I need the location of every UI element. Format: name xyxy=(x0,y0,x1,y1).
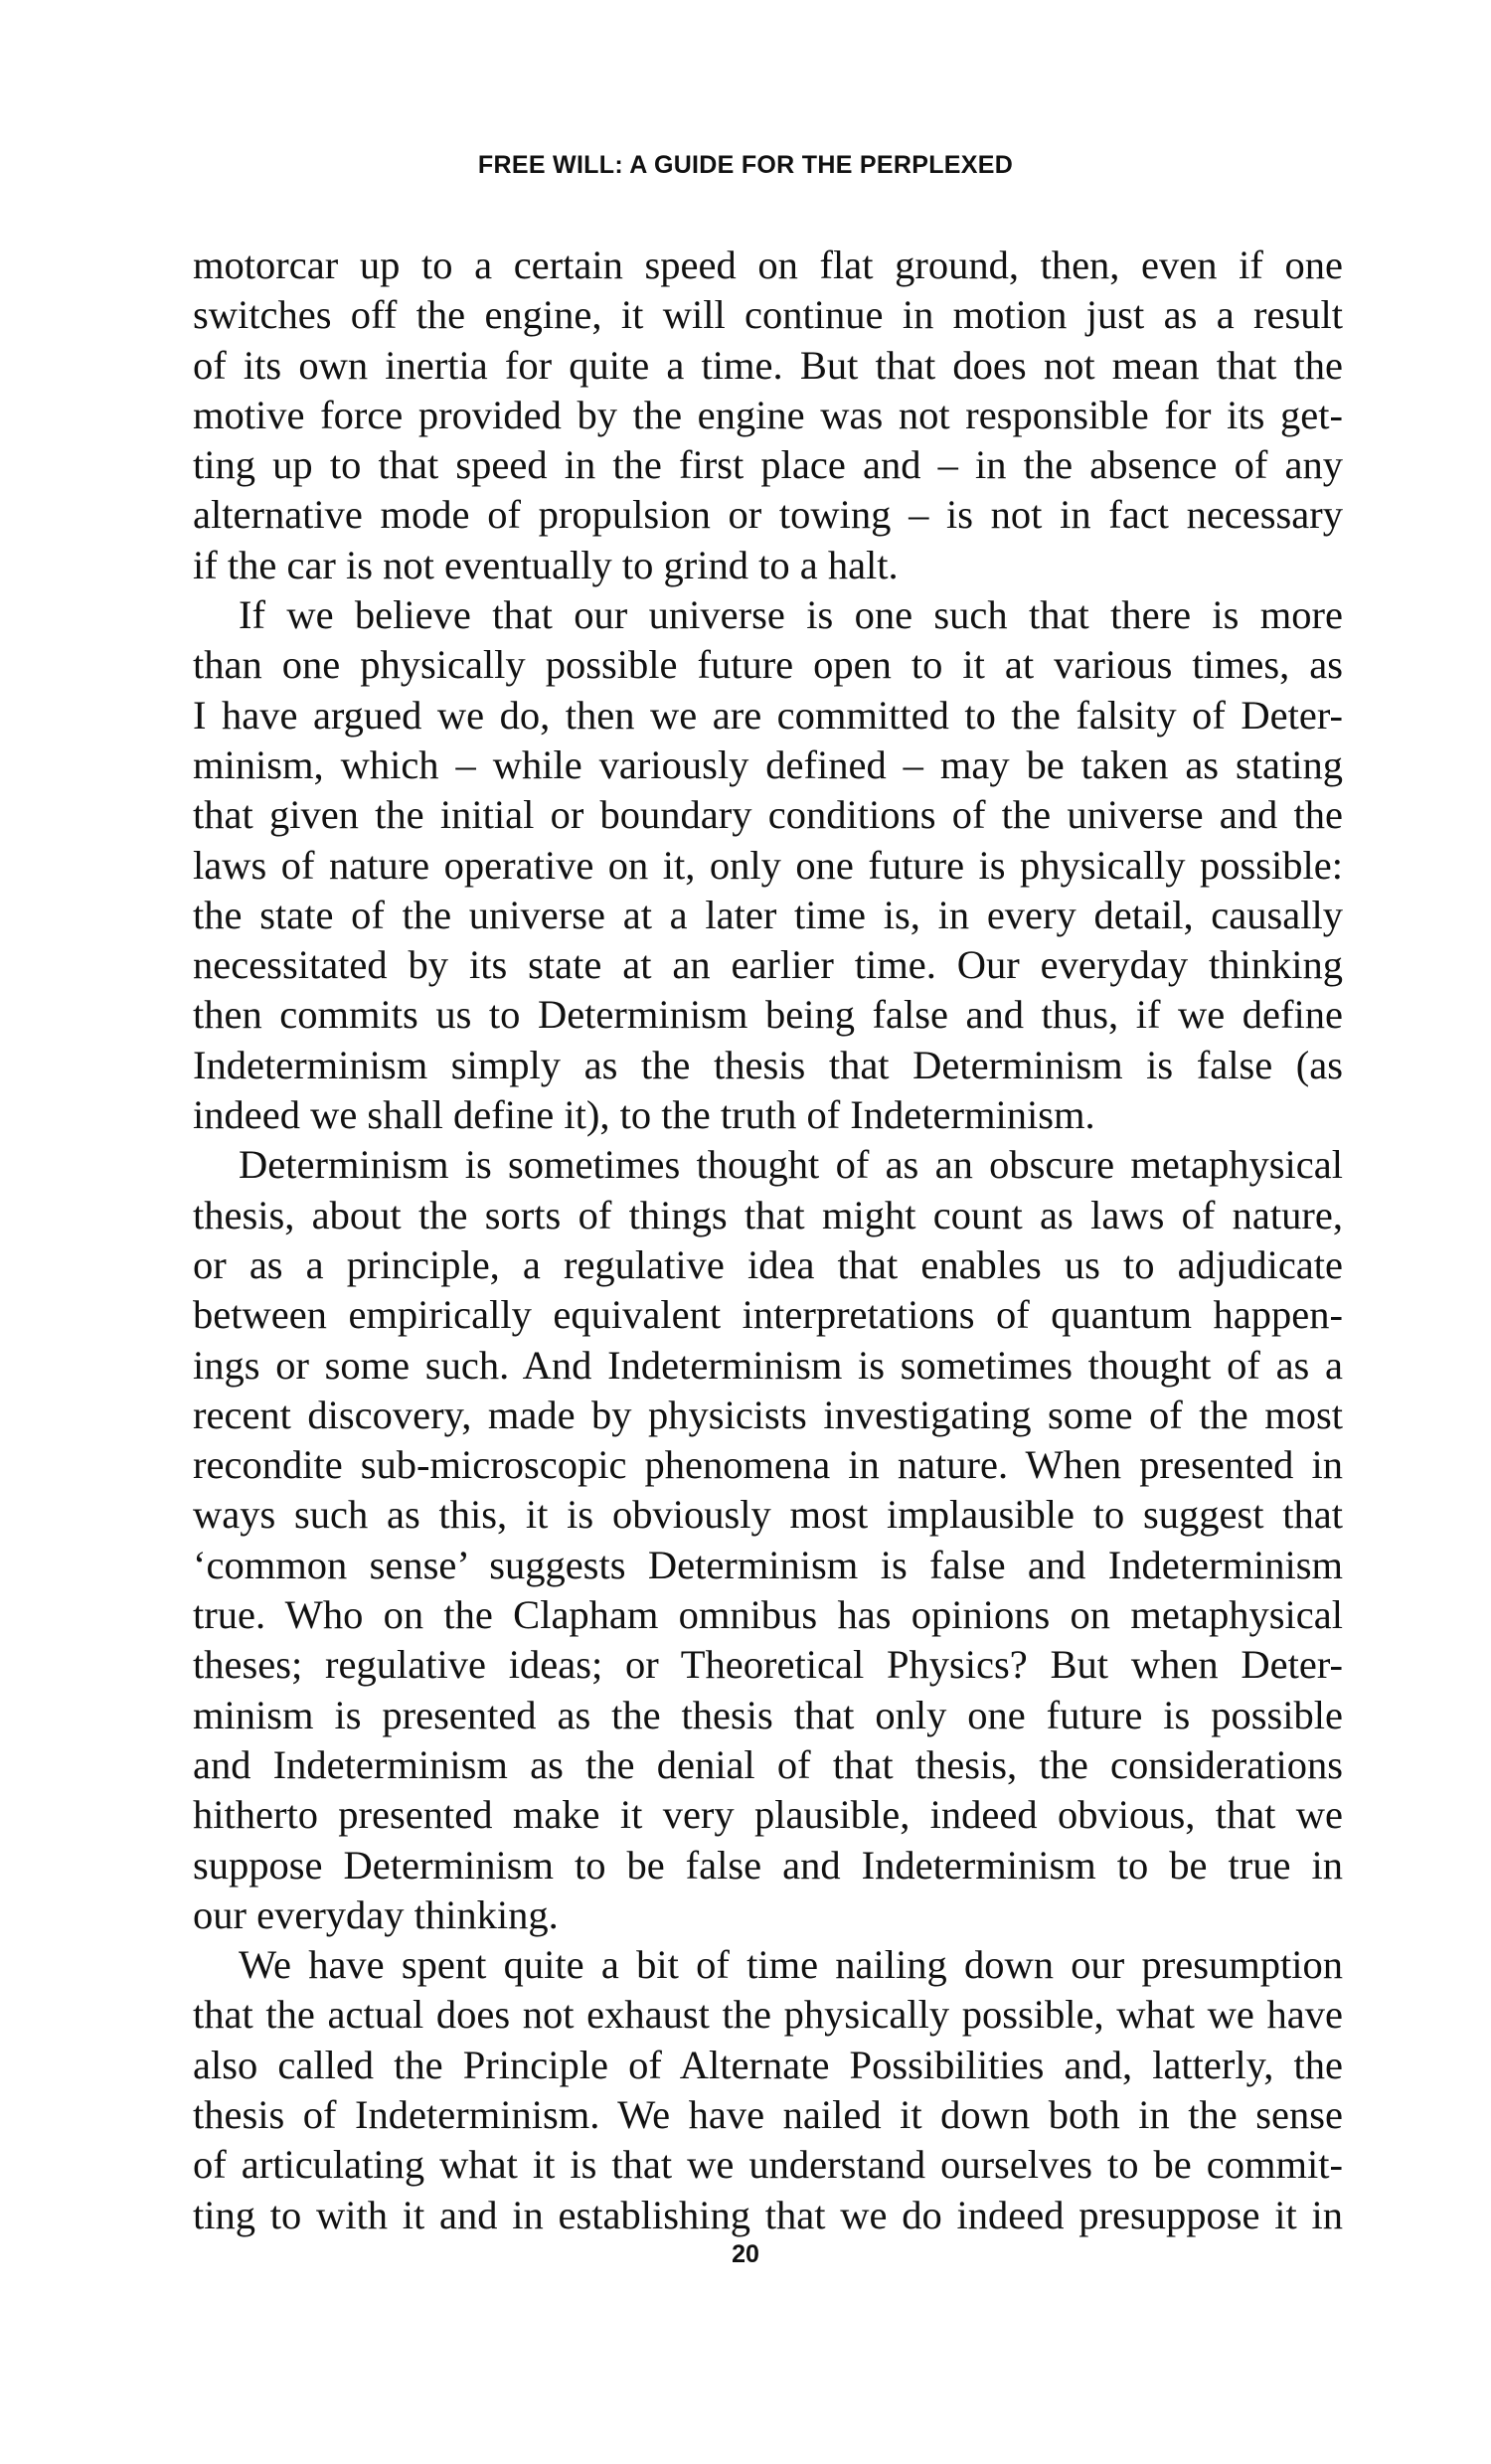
paragraph-start-line: If we believe that our universe is one such that there is more xyxy=(239,592,1343,638)
text-line: recondite sub-microscopic phenomena in nature. When presented in xyxy=(193,1442,1343,1488)
running-head: FREE WILL: A GUIDE FOR THE PERPLEXED xyxy=(477,151,1014,179)
text-line: that the actual does not exhaust the physically possible, what we have xyxy=(193,1992,1343,2038)
text-line: the state of the universe at a later time is, in every detail, causally xyxy=(193,892,1343,937)
text-line: suppose Determinism to be false and Indeterminism to be true in xyxy=(193,1842,1343,1888)
text-line: alternative mode of propulsion or towing – is not in fact necessary xyxy=(193,492,1343,538)
text-line: ‘common sense’ suggests Determinism is false and Indeterminism xyxy=(193,1542,1343,1587)
text-line: Indeterminism simply as the thesis that Determinism is false (as xyxy=(193,1042,1343,1087)
text-line: minism is presented as the thesis that only one future is possible xyxy=(193,1692,1343,1737)
paragraph-start-line: Determinism is sometimes thought of as an obscure metaphysical xyxy=(239,1142,1343,1188)
text-line: true. Who on the Clapham omnibus has opinions on metaphysical xyxy=(193,1592,1343,1638)
text-line: of its own inertia for quite a time. But that does not mean that the xyxy=(193,342,1343,388)
text-line: thesis of Indeterminism. We have nailed it down both in the sense xyxy=(193,2091,1343,2137)
text-line: indeed we shall define it), to the truth of Indeterminism. xyxy=(193,1092,1095,1138)
text-line: recent discovery, made by physicists investigating some of the most xyxy=(193,1392,1343,1437)
text-line: between empirically equivalent interpretations of quantum happen- xyxy=(193,1292,1343,1338)
text-line: then commits us to Determinism being false and thus, if we define xyxy=(193,992,1343,1038)
text-line: I have argued we do, then we are committed to the falsity of Deter- xyxy=(193,692,1343,738)
text-line: theses; regulative ideas; or Theoretical Physics? But when Deter- xyxy=(193,1642,1343,1688)
page-number: 20 xyxy=(732,2240,759,2268)
text-line: motorcar up to a certain speed on flat ground, then, even if one xyxy=(193,243,1343,287)
body-text xyxy=(193,241,1343,2240)
text-line: ting to with it and in establishing that we do indeed presuppose it in xyxy=(193,2192,1343,2237)
text-line: that given the initial or boundary conditions of the universe and the xyxy=(193,792,1343,838)
text-line: necessitated by its state at an earlier time. Our everyday thinking xyxy=(193,942,1343,988)
text-line: and Indeterminism as the denial of that thesis, the considerations xyxy=(193,1741,1343,1787)
text-line: laws of nature operative on it, only one future is physically possible: xyxy=(193,842,1343,888)
text-line: than one physically possible future open to it at various times, as xyxy=(193,642,1343,688)
text-line: also called the Principle of Alternate Possibilities and, latterly, the xyxy=(193,2042,1343,2087)
text-line: if the car is not eventually to grind to a halt. xyxy=(193,542,899,587)
text-line: our everyday thinking. xyxy=(193,1891,559,1937)
text-line: thesis, about the sorts of things that might count as laws of nature, xyxy=(193,1192,1343,1237)
text-line: motive force provided by the engine was not responsible for its get- xyxy=(193,392,1343,437)
text-line: hitherto presented make it very plausible, indeed obvious, that we xyxy=(193,1792,1343,1838)
text-line: ting up to that speed in the first place and – in the absence of any xyxy=(193,442,1343,488)
text-line: of articulating what it is that we understand ourselves to be commit- xyxy=(193,2142,1343,2188)
paragraph-start-line: We have spent quite a bit of time nailing down our presumption xyxy=(239,1942,1343,1988)
text-line: ways such as this, it is obviously most implausible to suggest that xyxy=(193,1492,1343,1538)
text-line: or as a principle, a regulative idea that enables us to adjudicate xyxy=(193,1241,1343,1287)
text-line: ings or some such. And Indeterminism is sometimes thought of as a xyxy=(193,1342,1343,1388)
text-line: switches off the engine, it will continue in motion just as a result xyxy=(193,292,1343,338)
text-line: minism, which – while variously defined – may be taken as stating xyxy=(193,741,1343,787)
